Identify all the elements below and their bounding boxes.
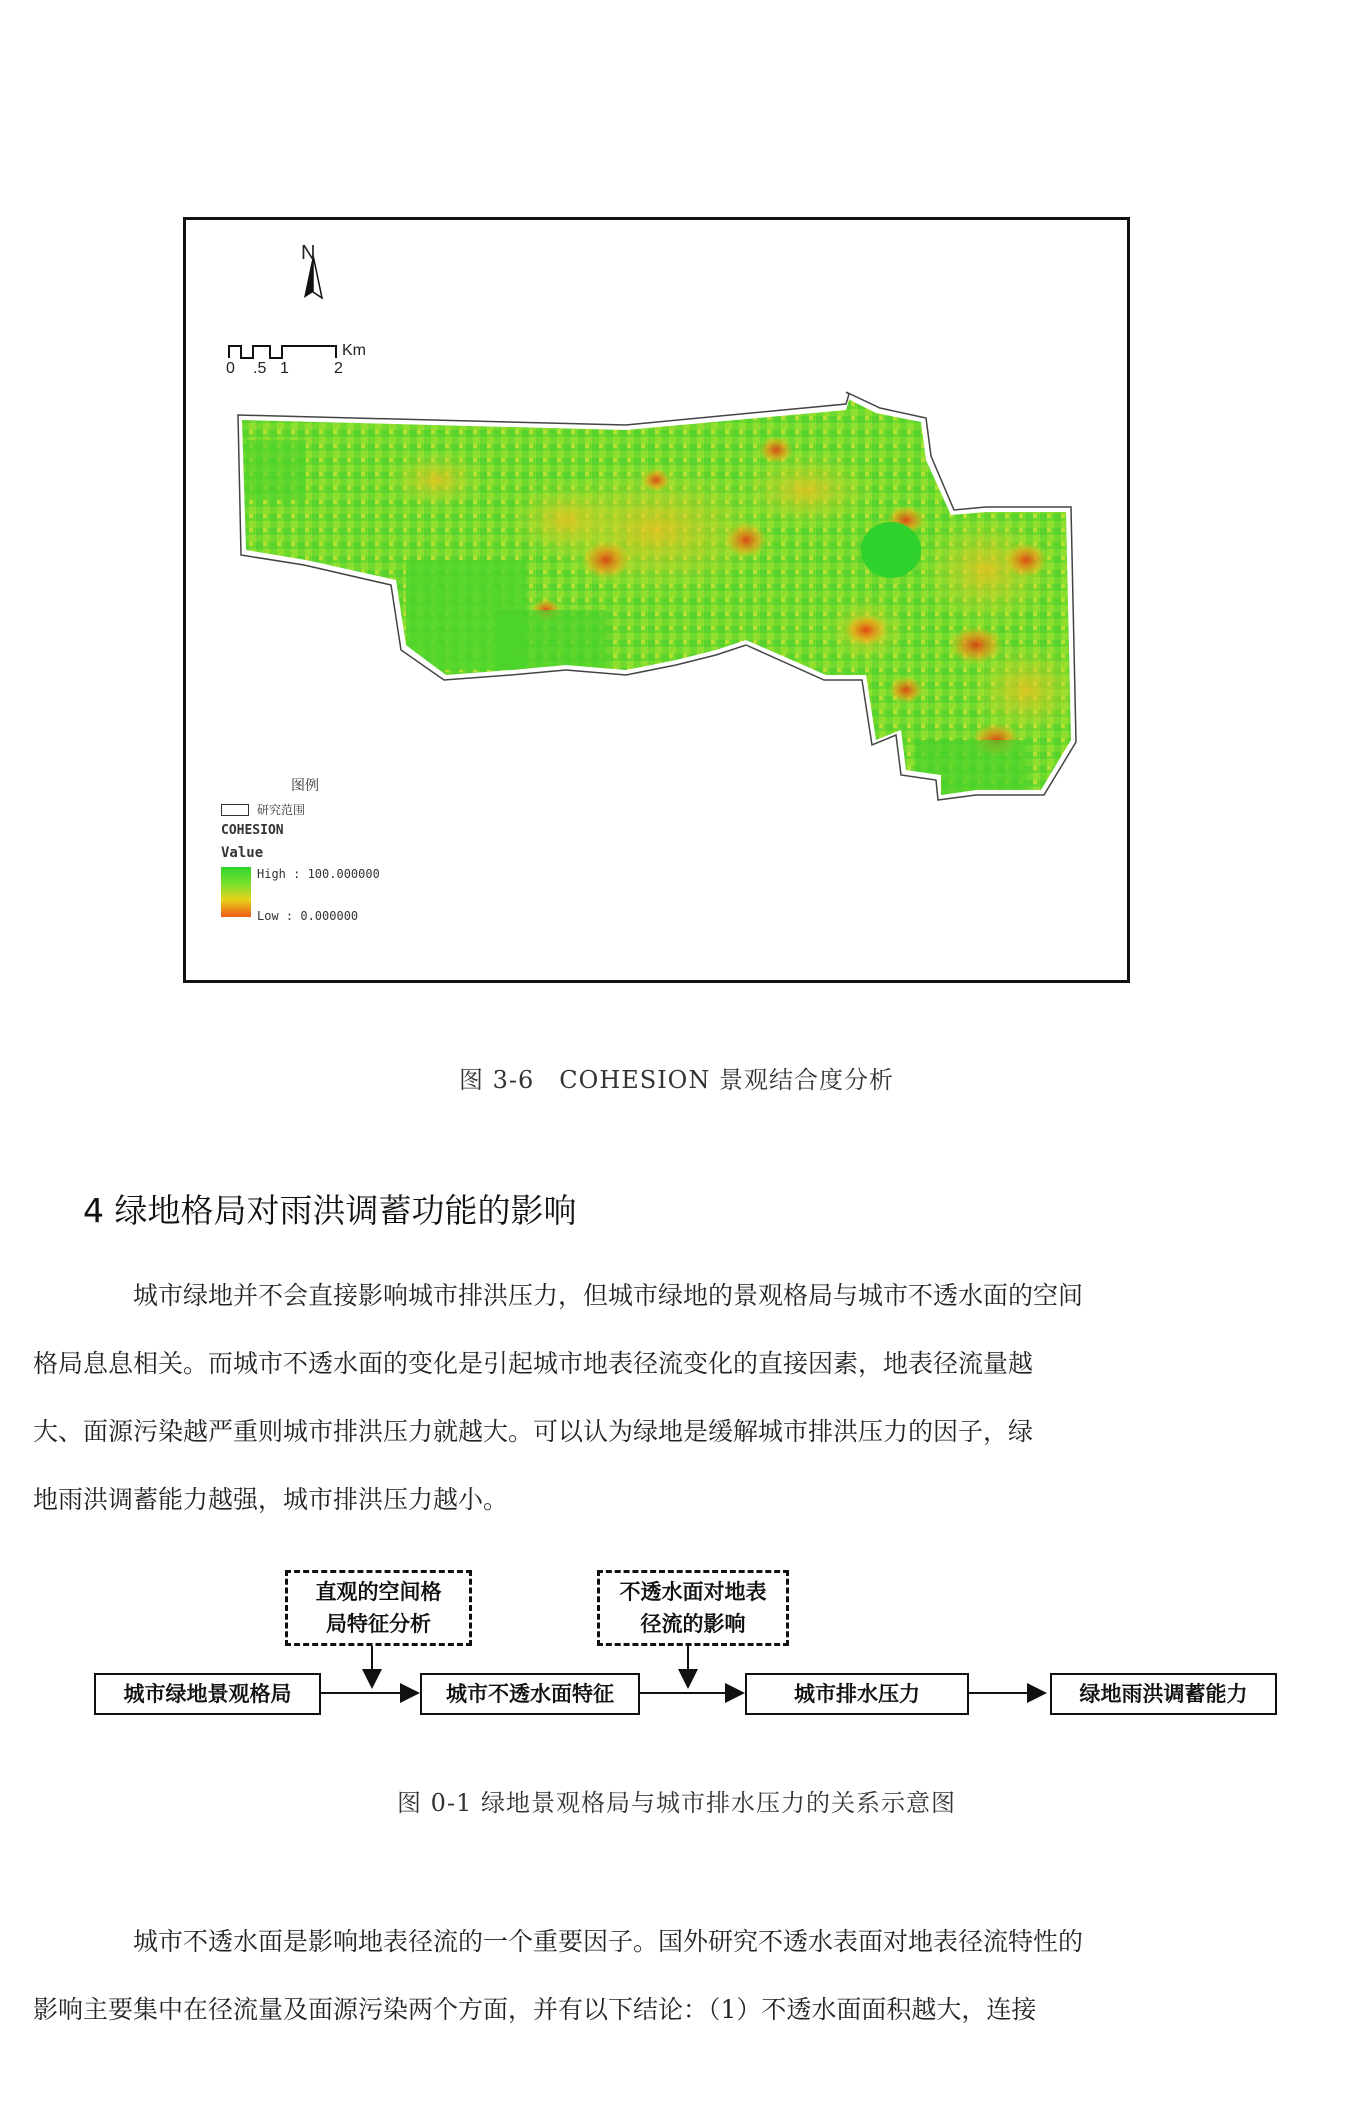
figure1-caption: 图 3-6 COHESION 景观结合度分析 — [459, 1066, 894, 1094]
north-label: N — [301, 242, 316, 264]
legend-title: 图例 — [291, 778, 319, 794]
paragraph-2 — [33, 1908, 1233, 2044]
stormwater-capacity-box: 绿地雨洪调蓄能力 — [1050, 1673, 1277, 1715]
scale-tick-1: 1 — [280, 360, 289, 377]
paragraph-1-line: 城市绿地并不会直接影响城市排洪压力，但城市绿地的景观格局与城市不透水面的空间 — [133, 1281, 1084, 1310]
legend-high-label: High : 100.000000 — [257, 867, 380, 881]
legend-low-label: Low : 0.000000 — [257, 909, 359, 923]
scale-unit: Km — [342, 342, 366, 359]
paragraph-1-line: 大、面源污染越严重则城市排洪压力就越大。可以认为绿地是缓解城市排洪压力的因子，绿 — [33, 1417, 1034, 1446]
spatial-pattern-analysis-box — [285, 1570, 472, 1646]
figure2-caption: 图 0-1 绿地景观格局与城市排水压力的关系示意图 — [397, 1789, 956, 1817]
scale-tick-half: .5 — [253, 360, 267, 377]
legend-field-name: Value — [221, 845, 264, 861]
paragraph-1-line: 格局息息相关。而城市不透水面的变化是引起城市地表径流变化的直接因素，地表径流量越 — [33, 1349, 1034, 1378]
legend-layer-name: COHESION — [221, 823, 284, 838]
paragraph-2-line: 影响主要集中在径流量及面源污染两个方面，并有以下结论：（1）不透水面面积越大，连接 — [33, 1995, 1037, 2024]
dashed-box-1-line: 局特征分析 — [326, 1612, 431, 1636]
section-heading: 4 绿地格局对雨洪调蓄功能的影响 — [83, 1191, 577, 1230]
dashed-box-1-line: 直观的空间格 — [315, 1580, 442, 1604]
legend-boundary-label: 研究范围 — [257, 803, 306, 817]
dashed-box-2-line: 径流的影响 — [640, 1612, 746, 1636]
paragraph-1-line: 地雨洪调蓄能力越强，城市排洪压力越小。 — [33, 1485, 509, 1514]
scale-tick-2: 2 — [334, 360, 343, 377]
impervious-surface-box: 城市不透水面特征 — [420, 1673, 640, 1715]
impervious-runoff-effect-box — [597, 1570, 789, 1646]
paragraph-2-line: 城市不透水面是影响地表径流的一个重要因子。国外研究不透水表面对地表径流特性的 — [133, 1927, 1084, 1956]
green-space-pattern-box: 城市绿地景观格局 — [94, 1673, 321, 1715]
dashed-box-2-line: 不透水面对地表 — [619, 1580, 767, 1604]
drainage-pressure-box: 城市排水压力 — [745, 1673, 969, 1715]
scale-tick-0: 0 — [226, 360, 235, 377]
